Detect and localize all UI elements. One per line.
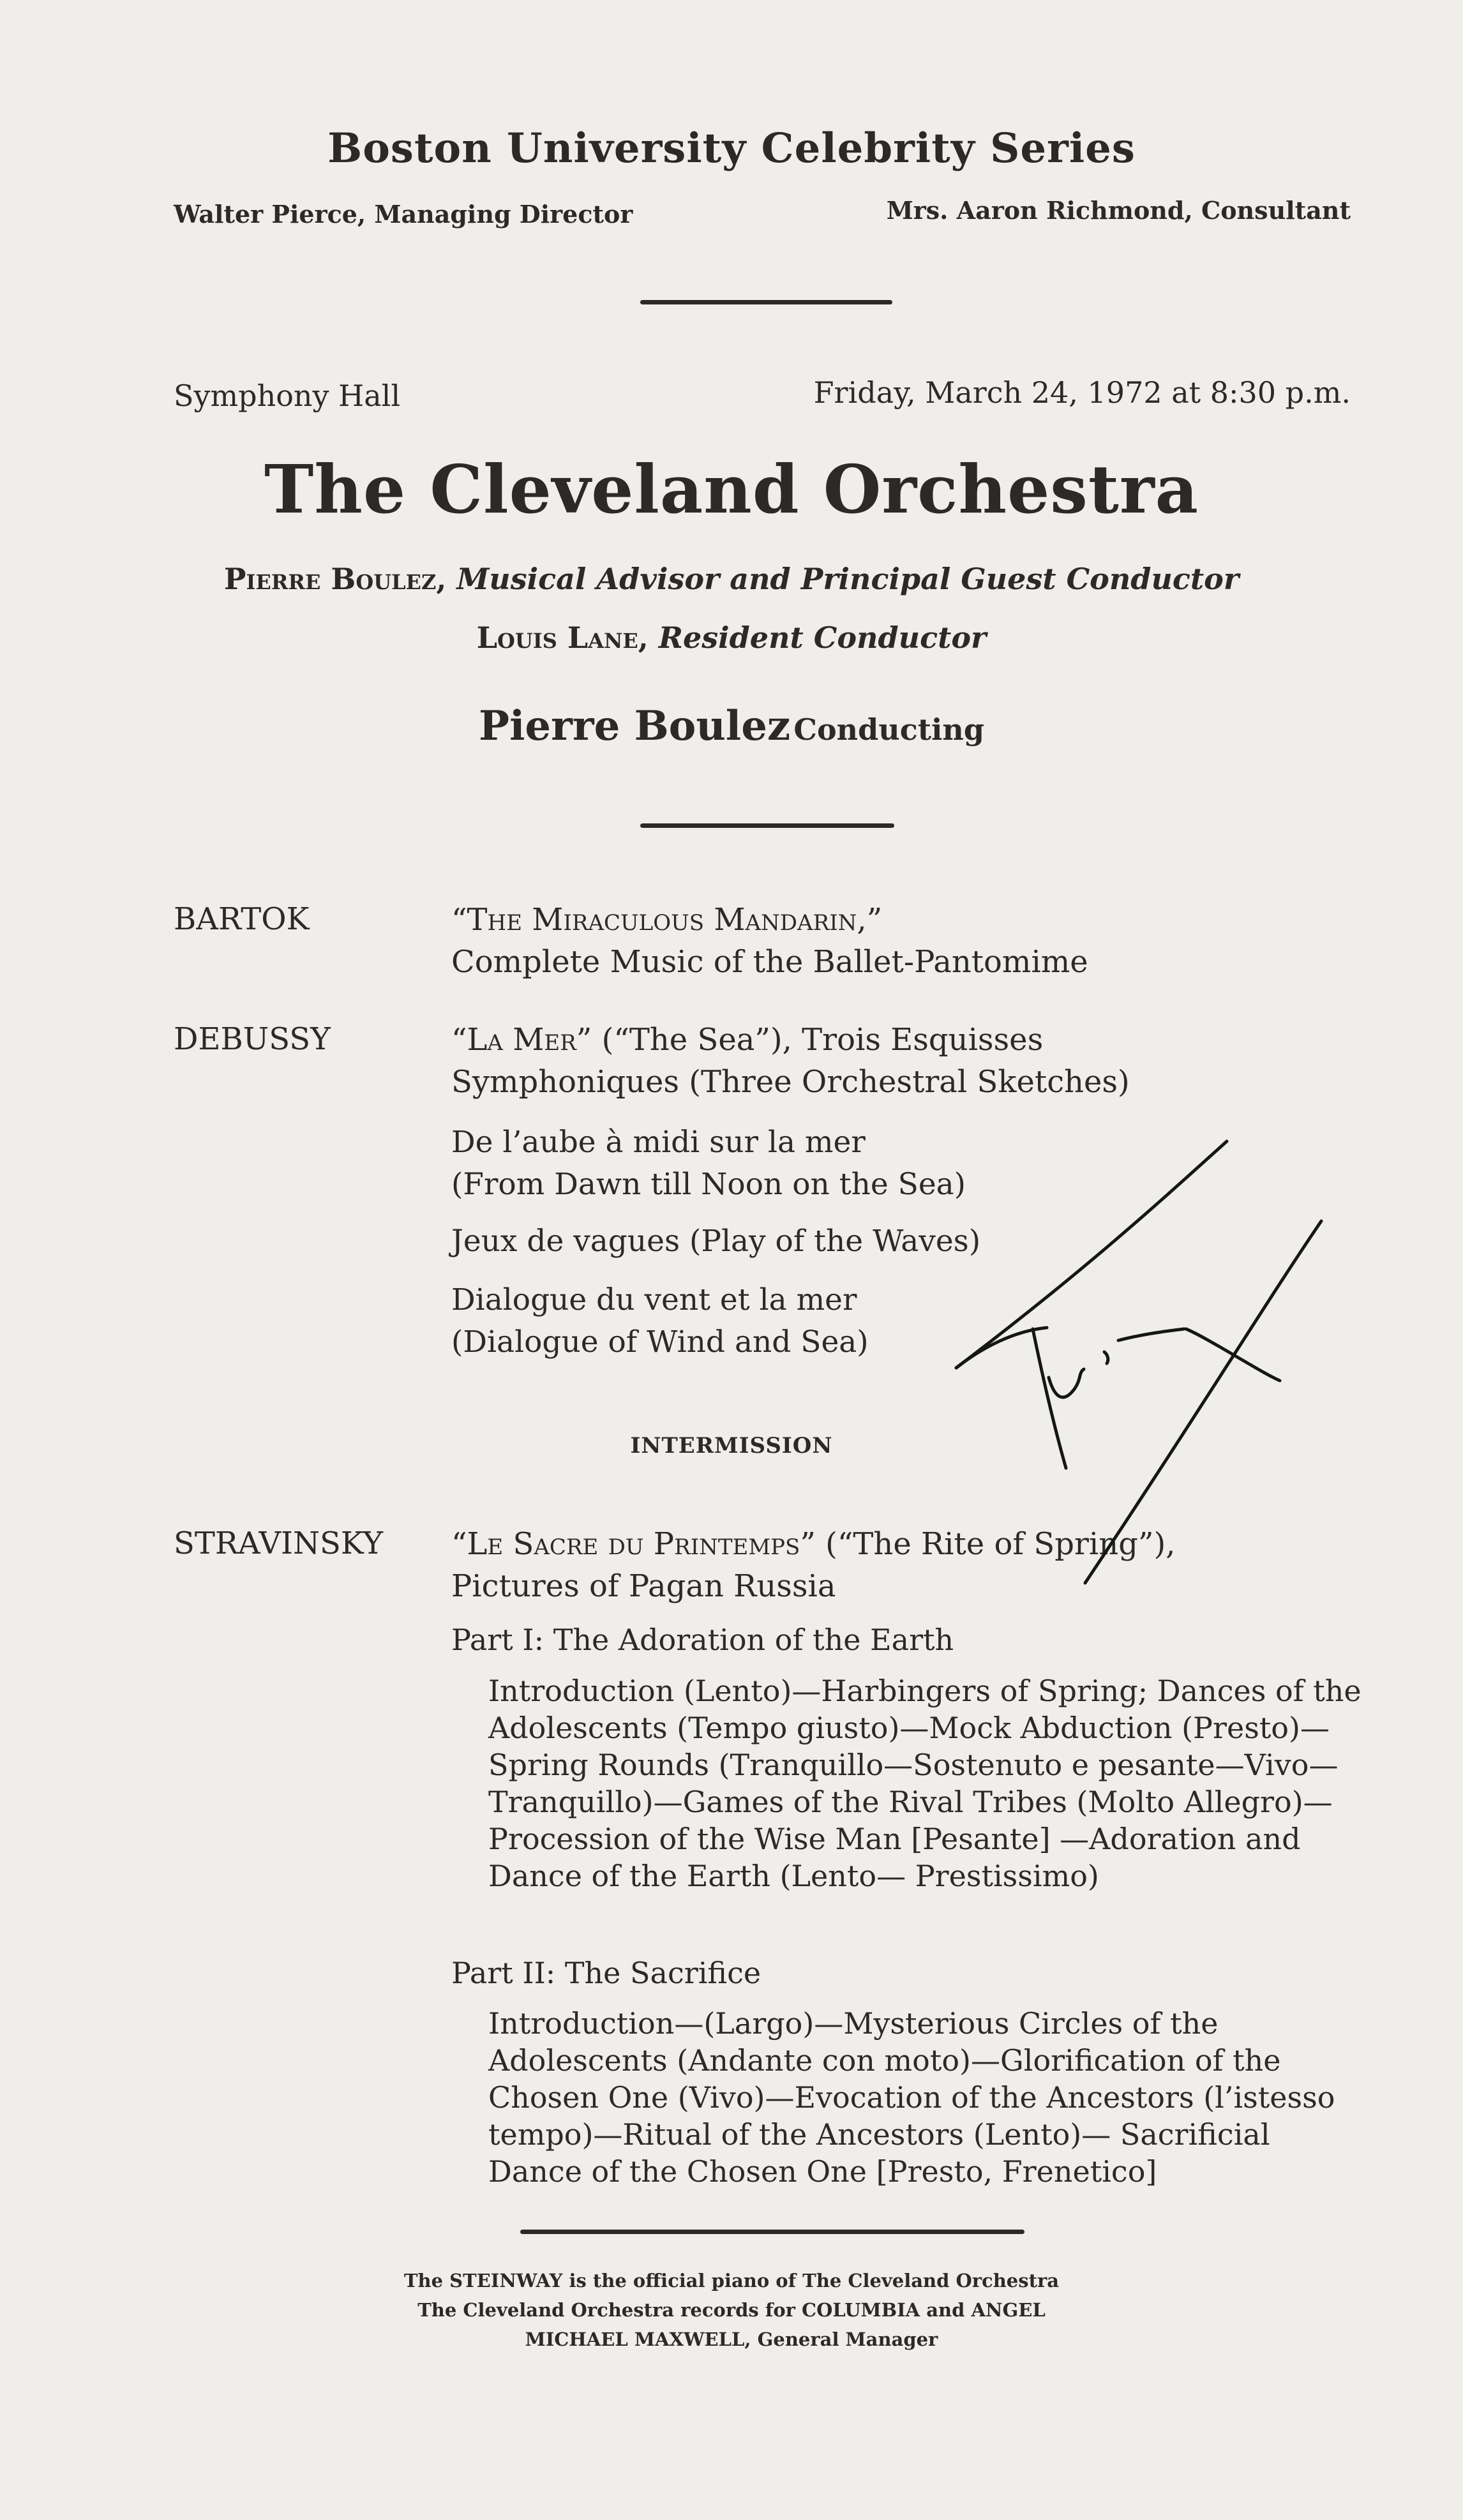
resident-name: Louis Lane (476, 620, 638, 655)
footer-line-2: The Cleveland Orchestra records for COLUMBIA and ANGEL (417, 2299, 1046, 2321)
composer-debussy: DEBUSSY (174, 1021, 331, 1057)
debussy-subtitle: Symphoniques (Three Orchestral Sketches) (451, 1064, 1130, 1100)
bartok-title: “The Miraculous Mandarin,” (451, 902, 883, 938)
advisor-name: Pierre Boulez (223, 562, 437, 596)
composer-bartok: BARTOK (174, 901, 310, 937)
managing-director: Walter Pierce, Managing Director (174, 200, 633, 229)
venue: Symphony Hall (174, 379, 401, 413)
debussy-title-rest: (“The Sea”), Trois Esquisses (592, 1022, 1044, 1058)
series-title: Boston University Celebrity Series (327, 124, 1136, 172)
part1-text: Introduction (Lento)—Harbingers of Spring; Dances of the Adolescents (Tempo giusto)—Mock Abduction (Presto)—Spring Rounds (Tranquillo—Sostenuto e pesante—Vivo—Tranquillo)—Games of the Rival Tribes (Molto Allegro)—Procession of the Wise Man [Pesante] —Adoration and Dance of the Earth (Lento— Prestissimo) (488, 1674, 1362, 1893)
footer-line-3: MICHAEL MAXWELL, General Manager (525, 2329, 938, 2350)
part1-heading: Part I: The Adoration of the Earth (451, 1623, 954, 1657)
stravinsky-title: “Le Sacre du Printemps” (451, 1526, 816, 1562)
advisor-role: Musical Advisor and Principal Guest Conductor (456, 562, 1240, 596)
debussy-movement: De l’aube à midi sur la mer (451, 1125, 866, 1160)
resident-line: Louis Lane, Resident Conductor (476, 620, 987, 655)
footer-line-1: The STEINWAY is the official piano of The Cleveland Orchestra (403, 2270, 1060, 2291)
stravinsky-title-rest: (“The Rite of Spring”), (815, 1526, 1176, 1562)
composer-stravinsky: STRAVINSKY (174, 1526, 384, 1561)
part2-text: Introduction—(Largo)—Mysterious Circles of the Adolescents (Andante con moto)—Glorification of the Chosen One (Vivo)—Evocation of the Ancestors (l’istesso tempo)—Ritual of the Ancestors (Lento)— Sacrificial Dance of the Chosen One [Presto, Frenetico] (488, 2006, 1335, 2189)
resident-role: Resident Conductor (658, 620, 987, 655)
advisor-line: Pierre Boulez, Musical Advisor and Principal Guest Conductor (223, 562, 1240, 596)
debussy-movement: (From Dawn till Noon on the Sea) (451, 1167, 966, 1202)
debussy-title: “La Mer” (451, 1022, 592, 1058)
event-date: Friday, March 24, 1972 at 8:30 p.m. (813, 375, 1351, 410)
consultant: Mrs. Aaron Richmond, Consultant (886, 196, 1351, 225)
intermission: INTERMISSION (630, 1433, 833, 1459)
debussy-movement: (Dialogue of Wind and Sea) (451, 1324, 869, 1360)
orchestra-name: The Cleveland Orchestra (264, 450, 1199, 529)
conducting-label: Conducting (793, 712, 985, 747)
stravinsky-subtitle: Pictures of Pagan Russia (451, 1568, 836, 1604)
debussy-movement: Jeux de vagues (Play of the Waves) (451, 1224, 981, 1259)
debussy-movement: Dialogue du vent et la mer (451, 1282, 857, 1317)
conductor-name: Pierre Boulez (478, 702, 791, 750)
bartok-subtitle: Complete Music of the Ballet-Pantomime (451, 944, 1088, 980)
part2-heading: Part II: The Sacrifice (451, 1956, 762, 1990)
